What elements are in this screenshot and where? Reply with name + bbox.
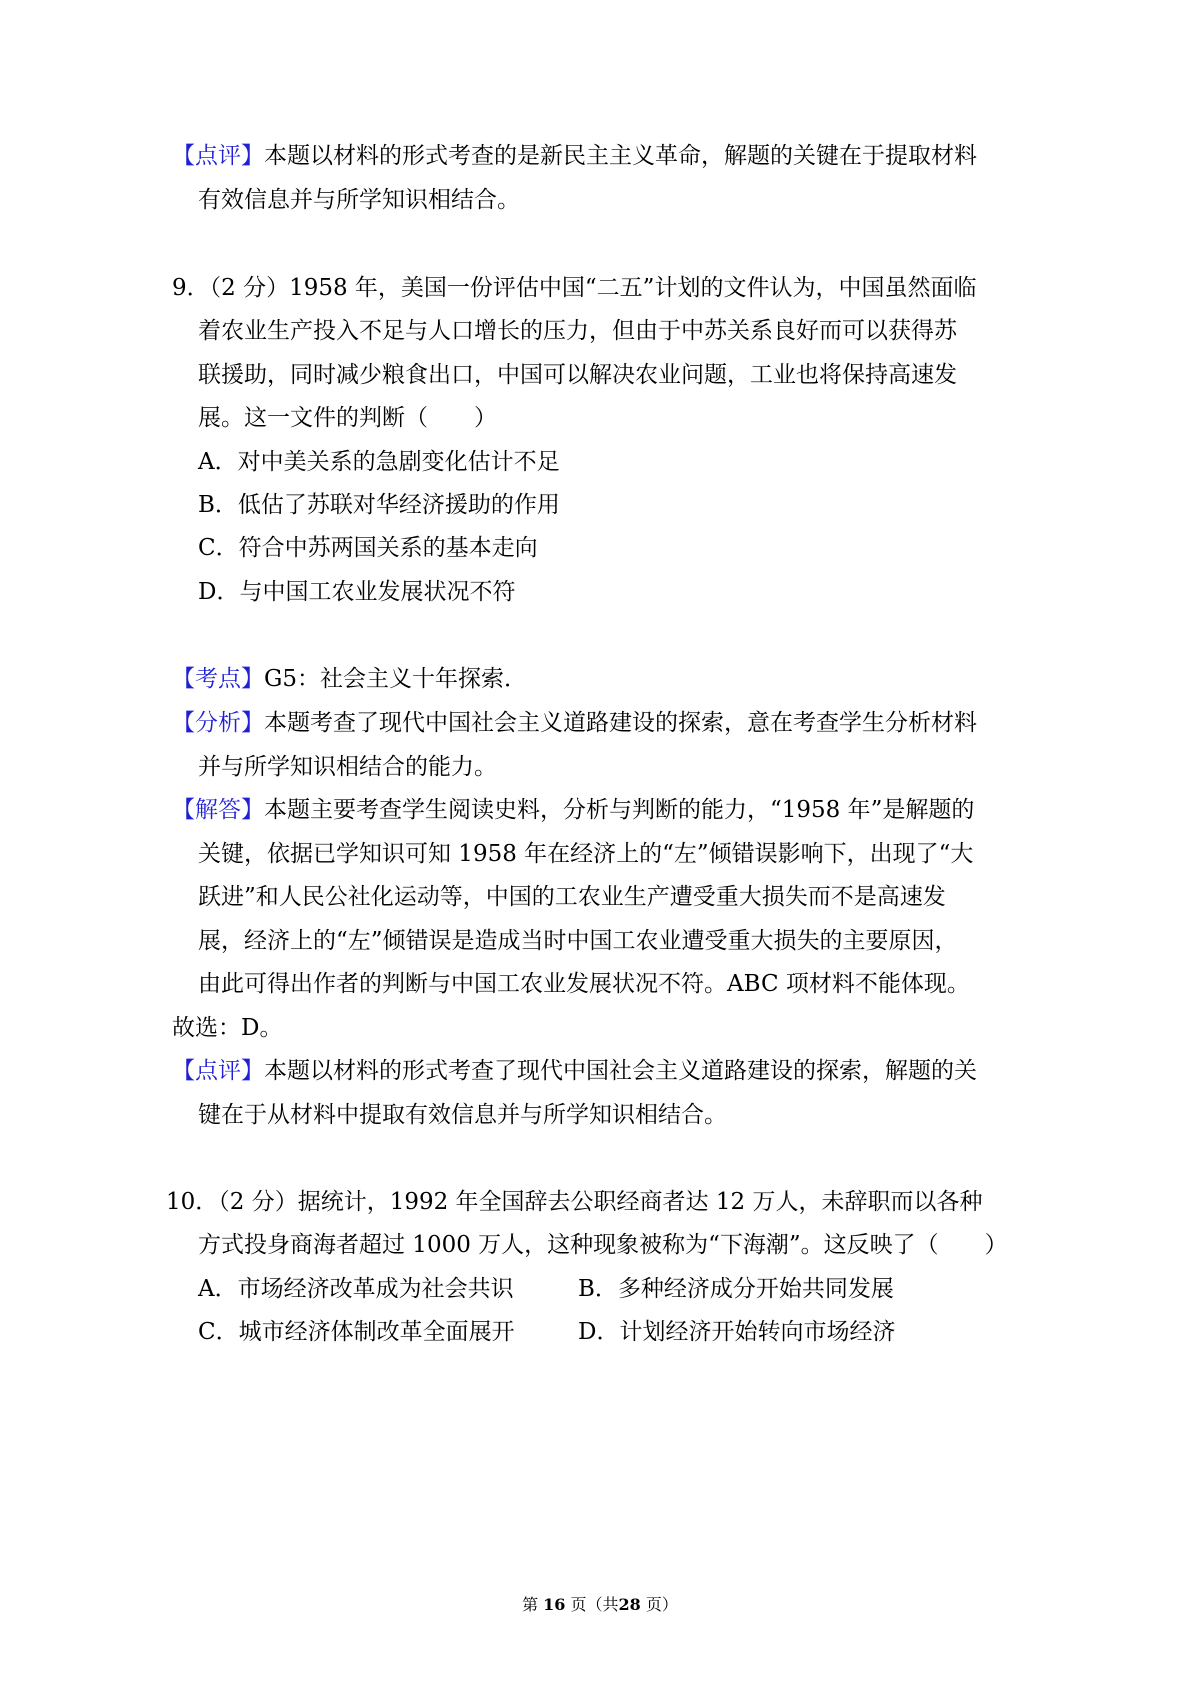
q9-stem-line-1: 9．（2 分）1958 年，美国一份评估中国“二五”计划的文件认为，中国虽然面临 [172,275,977,301]
q9-dianping-line-1 [172,1056,977,1086]
q10-option-a: A．市场经济改革成为社会共识 [198,1276,514,1302]
q9-jieda-line-2: 关键，依据已学知识可知 1958 年在经济上的“左”倾错误影响下，出现了“大 [198,841,974,867]
page-footer [0,1594,1200,1616]
q9-option-c: C．符合中苏两国关系的基本走向 [198,535,538,561]
q10-option-d: D．计划经济开始转向市场经济 [578,1319,896,1345]
q9-stem-line-4: 展。这一文件的判断（ ） [198,405,497,431]
dianping-tag: 【点评】 [172,1058,264,1084]
footer-middle: 页（共 [570,1595,619,1614]
q9-option-a: A．对中美关系的急剧变化估计不足 [198,449,560,475]
footer-total-pages: 28 [618,1595,641,1614]
q9-jieda-line-1 [172,795,974,825]
q10-stem-line-1: 10．（2 分）据统计，1992 年全国辞去公职经商者达 12 万人，未辞职而以各种 [166,1189,983,1215]
footer-page-number: 16 [543,1595,566,1614]
q9-fenxi-line-2: 并与所学知识相结合的能力。 [198,754,497,780]
q9-answer: 故选：D。 [172,1015,283,1041]
fenxi-text: 本题考查了现代中国社会主义道路建设的探索，意在考查学生分析材料 [264,710,977,736]
kaodian-text: G5：社会主义十年探索． [264,666,528,692]
q9-fenxi-line-1 [172,708,977,738]
q10-option-c: C．城市经济体制改革全面展开 [198,1319,515,1345]
kaodian-tag: 【考点】 [172,666,264,692]
comment-line-1 [172,141,977,171]
q9-jieda-line-4: 展，经济上的“左”倾错误是造成当时中国工农业遭受重大损失的主要原因， [198,928,958,954]
q9-jieda-line-3: 跃进”和人民公社化运动等，中国的工农业生产遭受重大损失而不是高速发 [198,884,946,910]
q9-option-b: B．低估了苏联对华经济援助的作用 [198,492,560,518]
dianping-text: 本题以材料的形式考查了现代中国社会主义道路建设的探索，解题的关 [264,1058,977,1084]
q9-stem-line-3: 联援助，同时减少粮食出口，中国可以解决农业问题，工业也将保持高速发 [198,362,957,388]
q9-kaodian [172,664,527,694]
footer-prefix: 第 [522,1595,539,1614]
jieda-text: 本题主要考查学生阅读史料，分析与判断的能力，“1958 年”是解题的 [264,797,975,823]
fenxi-tag: 【分析】 [172,710,264,736]
q10-stem-line-2: 方式投身商海者超过 1000 万人，这种现象被称为“下海潮”。这反映了（ ） [198,1232,1008,1258]
comment-line-2: 有效信息并与所学知识相结合。 [198,187,520,213]
q9-option-d: D．与中国工农业发展状况不符 [198,579,516,605]
q9-stem-line-2: 着农业生产投入不足与人口增长的压力，但由于中苏关系良好而可以获得苏 [198,318,957,344]
footer-suffix: 页） [645,1595,678,1614]
q9-jieda-line-5: 由此可得出作者的判断与中国工农业发展状况不符。ABC 项材料不能体现。 [198,971,970,997]
jieda-tag: 【解答】 [172,797,264,823]
comment-text: 本题以材料的形式考查的是新民主主义革命，解题的关键在于提取材料 [264,143,977,169]
q9-dianping-line-2: 键在于从材料中提取有效信息并与所学知识相结合。 [198,1102,727,1128]
q10-option-b: B．多种经济成分开始共同发展 [578,1276,894,1302]
comment-tag: 【点评】 [172,143,264,169]
